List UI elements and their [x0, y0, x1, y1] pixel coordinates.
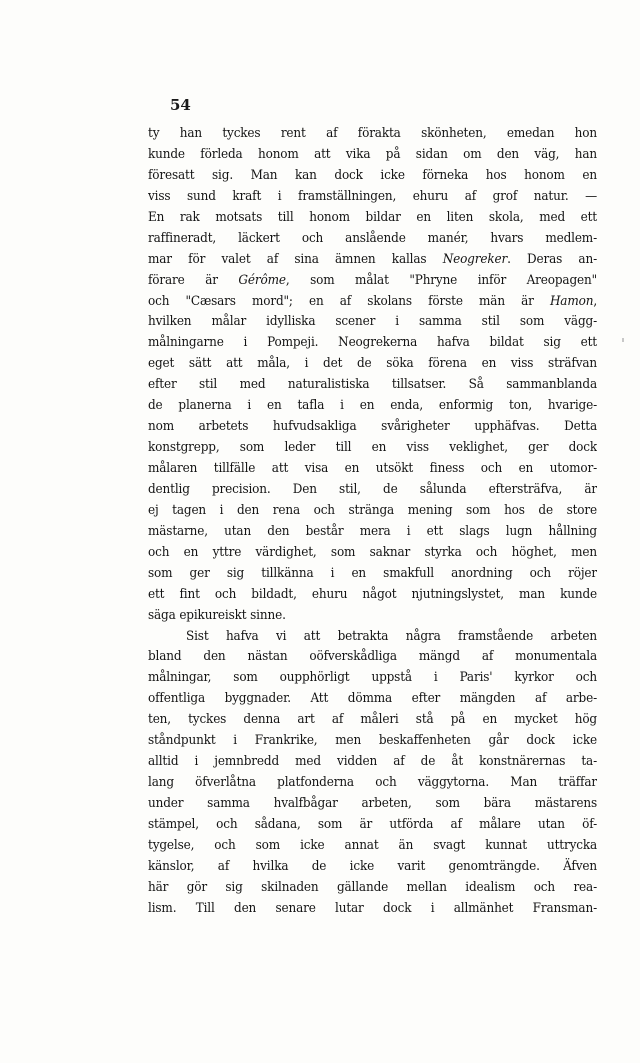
line-text: känslor, af hvilka de icke varit genomträngde. Äfven [148, 858, 597, 874]
line-text: Sist hafva vi att betrakta några framstående arbeten [186, 628, 597, 644]
line-text: säga epikureiskt sinne. [148, 607, 286, 623]
line-text: målningarne i Pompeji. Neogrekerna hafva bildat sig ett [148, 335, 597, 351]
text-line [148, 606, 597, 627]
line-text: målaren tillfälle att visa en utsökt finess och en utomor- [148, 461, 597, 476]
text-line [148, 438, 597, 459]
text-line [148, 417, 597, 438]
text-line [148, 208, 597, 229]
text-line [148, 585, 597, 606]
text-line [148, 522, 597, 543]
text-line [148, 773, 597, 794]
line-text: ej tagen i den rena och stränga mening som hos de store [148, 502, 597, 518]
line-text: lism. Till den senare lutar dock i allmänhet Fransman- [148, 900, 597, 916]
text-line [148, 187, 597, 208]
text-line [148, 794, 597, 815]
text-line [148, 815, 597, 836]
text-line [148, 166, 597, 187]
body-text [148, 124, 597, 920]
line-text: ett fint och bildadt, ehuru något njutningslystet, man kunde [148, 586, 597, 602]
text-line [148, 501, 597, 522]
line-text: de planerna i en tafla i en enda, enformig ton, hvarige- [148, 398, 597, 414]
line-text: , som målat "Phryne inför Areopagen" [285, 272, 597, 288]
line-text: konstgrepp, som leder till en viss veklighet, ger dock [148, 440, 597, 456]
text-line [148, 564, 597, 585]
line-text: offentliga byggnader. Att dömma efter mängden af arbe- [148, 691, 597, 707]
text-line [148, 647, 597, 668]
page-number: 54 [170, 96, 191, 114]
line-text: kunde förleda honom att vika på sidan om den väg, han [148, 146, 597, 162]
line-text: stämpel, och sådana, som är utförda af målare utan öf- [148, 816, 597, 832]
line-text: föresatt sig. Man kan dock icke förneka hos honom en [148, 167, 597, 183]
line-text: under samma hvalfbågar arbeten, som bära mästarens [148, 796, 597, 811]
text-line [148, 250, 597, 271]
text-line [148, 375, 597, 396]
text-line [148, 689, 597, 710]
text-line [148, 731, 597, 752]
line-text: lang öfverlåtna platfonderna och väggytorna. Man träffar [148, 775, 597, 791]
text-line [148, 627, 597, 648]
line-text: efter stil med naturalistiska tillsatser. Så sammanblanda [148, 377, 597, 393]
text-line [148, 271, 597, 292]
italic-name: Neogreker [442, 251, 508, 267]
text-line [148, 292, 597, 313]
text-line [148, 710, 597, 731]
line-text: viss sund kraft i framställningen, ehuru af grof natur. — [148, 188, 597, 204]
paper-speck [622, 338, 624, 342]
line-text: . Deras an- [507, 251, 597, 267]
line-text: raffineradt, läckert och anslående manér, hvars medlem- [148, 230, 597, 246]
line-text: dentlig precision. Den stil, de sålunda eftersträfva, är [148, 481, 597, 497]
line-text: mar för valet af sina ämnen kallas [148, 251, 443, 267]
line-text: ty han tyckes rent af förakta skönheten, emedan hon [148, 126, 597, 141]
line-text: hvilken målar idylliska scener i samma stil som vägg- [148, 314, 597, 330]
text-line [148, 396, 597, 417]
text-line [148, 543, 597, 564]
line-text: , [593, 293, 597, 309]
text-line [148, 354, 597, 375]
text-line [148, 480, 597, 501]
line-text: och "Cæsars mord"; en af skolans förste män är [148, 293, 550, 309]
line-text: En rak motsats till honom bildar en liten skola, med ett [148, 209, 597, 225]
line-text: eget sätt att måla, i det de söka förena en viss sträfvan [148, 356, 597, 372]
text-line [148, 899, 597, 920]
text-line [148, 878, 597, 899]
line-text: som ger sig tillkänna i en smakfull anordning och röjer [148, 565, 597, 581]
line-text: ten, tyckes denna art af måleri stå på en mycket hög [148, 712, 597, 728]
text-line [148, 333, 597, 354]
line-text: målningar, som oupphörligt uppstå i Paris' kyrkor och [148, 670, 597, 686]
line-text: bland den nästan oöfverskådliga mängd af monumentala [148, 649, 597, 665]
text-line [148, 857, 597, 878]
line-text: förare är [148, 272, 239, 288]
line-text: ståndpunkt i Frankrike, men beskaffenheten går dock icke [148, 733, 597, 749]
italic-name: Hamon [549, 293, 594, 309]
text-line [148, 229, 597, 250]
line-text: nom arbetets hufvudsakliga svårigheter upphäfvas. Detta [148, 419, 597, 435]
line-text: här gör sig skilnaden gällande mellan idealism och rea- [148, 879, 597, 895]
line-text: mästarne, utan den består mera i ett slags lugn hållning [148, 523, 597, 539]
line-text: alltid i jemnbredd med vidden af de åt konstnärernas ta- [148, 754, 597, 770]
text-line [148, 312, 597, 333]
text-line [148, 459, 597, 480]
italic-name: Gérôme [238, 272, 286, 288]
text-line [148, 668, 597, 689]
text-line [148, 124, 597, 145]
text-line [148, 836, 597, 857]
text-line [148, 145, 597, 166]
text-line [148, 752, 597, 773]
line-text: tygelse, och som icke annat än svagt kunnat uttrycka [148, 837, 597, 853]
line-text: och en yttre värdighet, som saknar styrka och höghet, men [148, 544, 597, 560]
